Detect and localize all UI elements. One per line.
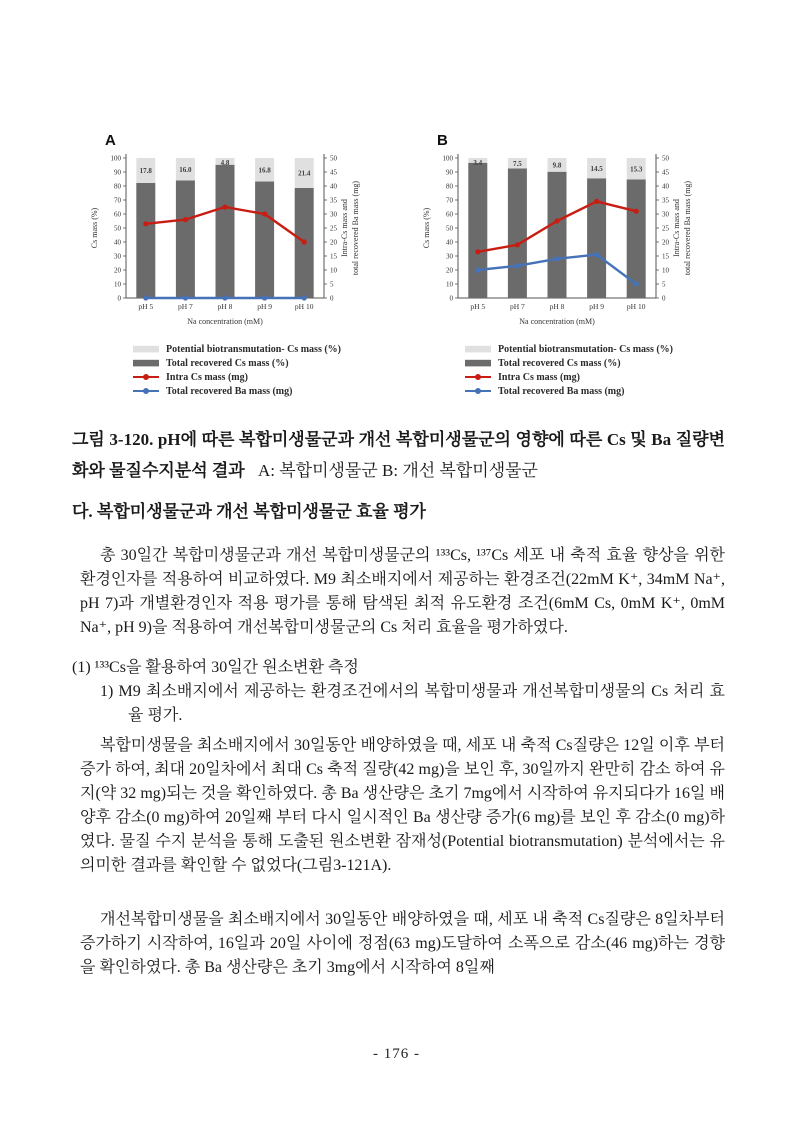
legend-label: Total recovered Ba mass (mg)	[498, 385, 625, 397]
svg-text:80: 80	[114, 182, 121, 191]
svg-text:35: 35	[330, 196, 337, 205]
svg-text:100: 100	[442, 154, 453, 163]
svg-text:21.4: 21.4	[298, 169, 311, 178]
svg-text:3.4: 3.4	[473, 159, 483, 167]
svg-text:0: 0	[449, 294, 453, 303]
svg-text:40: 40	[330, 182, 337, 191]
svg-text:Na concentration (mM): Na concentration (mM)	[187, 317, 263, 326]
panel-label-a: A	[105, 132, 116, 149]
svg-text:7.5: 7.5	[513, 159, 522, 168]
legend-label: Potential biotransmutation- Cs mass (%)	[498, 343, 673, 355]
legend-label: Potential biotransmutation- Cs mass (%)	[166, 343, 341, 355]
svg-text:20: 20	[446, 266, 453, 275]
svg-text:25: 25	[662, 224, 669, 233]
svg-text:45: 45	[662, 168, 669, 177]
svg-text:pH 5: pH 5	[470, 302, 486, 311]
svg-text:0: 0	[117, 294, 121, 303]
svg-text:pH 7: pH 7	[510, 302, 525, 311]
svg-text:40: 40	[446, 238, 453, 247]
svg-text:17.8: 17.8	[139, 167, 152, 176]
svg-text:10: 10	[446, 280, 453, 289]
figure-caption-subtext: A: 복합미생물군 B: 개선 복합미생물군	[257, 461, 538, 480]
svg-text:40: 40	[662, 182, 669, 191]
figure-caption	[72, 424, 725, 486]
svg-text:70: 70	[446, 196, 453, 205]
svg-text:pH 10: pH 10	[294, 302, 314, 311]
legend-label: Intra Cs mass (mg)	[498, 371, 580, 383]
svg-text:0: 0	[330, 294, 334, 303]
svg-text:5: 5	[662, 280, 666, 289]
svg-text:pH 10: pH 10	[626, 302, 646, 311]
legend-label: Total recovered Cs mass (%)	[166, 357, 289, 369]
panel-label-b: B	[437, 132, 448, 149]
svg-text:Cs mass (%): Cs mass (%)	[90, 207, 99, 249]
svg-text:Intra-Cs mass and: Intra-Cs mass and	[672, 199, 681, 257]
svg-text:20: 20	[330, 238, 337, 247]
svg-text:80: 80	[446, 182, 453, 191]
svg-text:50: 50	[114, 224, 121, 233]
svg-text:0: 0	[662, 294, 666, 303]
figure-caption-title: 그림 3-120. pH에 따른 복합미생물군과 개선 복합미생물군의 영향에 따른 Cs 및 Ba 질량변화와 물질수지분석 결과	[72, 430, 725, 480]
svg-text:90: 90	[446, 168, 453, 177]
svg-text:50: 50	[330, 154, 337, 163]
svg-text:10: 10	[114, 280, 121, 289]
svg-text:15: 15	[330, 252, 337, 261]
svg-text:pH 8: pH 8	[549, 302, 565, 311]
paragraph-2: 복합미생물을 최소배지에서 30일동안 배양하였을 때, 세포 내 축적 Cs질량은 12일 이후 부터 증가 하여, 최대 20일차에서 최대 Cs 축적 질량(42 mg)을 보인 후, 30일까지 완만히 감소 하여 유지(약 32 mg)되는 것을 확인하였다. 총 Ba 생산량은 초기 7mg에서 시작하여 유지되다가 16일 배양후 감소(0 mg)하여 20일째 부터 다시 일시적인 Ba 생산량 증가(6 mg)를 보인 후 감소(0 mg)하였다. 물질 수지 분석을 통해 도출된 원소변환 잠재성(Potential biotransmutation) 분석에서는 유의미한 결과를 확인할 수 없었다(그림3-121A).	[80, 737, 725, 874]
svg-text:20: 20	[662, 238, 669, 247]
svg-text:90: 90	[114, 168, 121, 177]
svg-text:5: 5	[330, 280, 334, 289]
legend-label: Total recovered Cs mass (%)	[498, 357, 621, 369]
svg-text:pH 9: pH 9	[589, 302, 604, 311]
svg-text:30: 30	[330, 210, 337, 219]
svg-text:Na concentration (mM): Na concentration (mM)	[519, 317, 595, 326]
svg-text:60: 60	[114, 210, 121, 219]
svg-text:30: 30	[662, 210, 669, 219]
paragraph-1: 총 30일간 복합미생물군과 개선 복합미생물군의 ¹³³Cs, ¹³⁷Cs 세포 내 축적 효율 향상을 위한 환경인자를 적용하여 비교하였다. M9 최소배지에서 제공하는 환경조건(22mM K⁺, 34mM Na⁺, pH 7)과 개별환경인자 적용 평가를 통해 탐색된 최적 유도환경 조건(6mM Cs, 0mM K⁺, 0mM Na⁺, pH 9)을 적용하여 개선복합미생물군의 Cs 처리 효율을 평가하였다.	[80, 547, 725, 636]
svg-text:9.8: 9.8	[552, 161, 562, 170]
svg-text:70: 70	[114, 196, 121, 205]
legend-label: Total recovered Ba mass (mg)	[166, 385, 293, 397]
svg-text:35: 35	[662, 196, 669, 205]
svg-text:pH 7: pH 7	[178, 302, 193, 311]
paragraph-3: 개선복합미생물을 최소배지에서 30일동안 배양하였을 때, 세포 내 축적 Cs질량은 8일차부터 증가하기 시작하여, 16일과 20일 사이에 정점(63 mg)도달하여 소폭으로 감소(46 mg)하는 경향을 확인하였다. 총 Ba 생산량은 초기 3mg에서 시작하여 8일째	[80, 911, 725, 976]
svg-text:60: 60	[446, 210, 453, 219]
svg-text:50: 50	[446, 224, 453, 233]
list-item-1: (1) ¹³³Cs을 활용하여 30일간 원소변환 측정	[72, 659, 359, 676]
svg-text:100: 100	[110, 154, 121, 163]
svg-text:16.8: 16.8	[258, 166, 271, 175]
svg-text:pH 9: pH 9	[257, 302, 272, 311]
page-number: - 176 -	[373, 1046, 420, 1062]
legend-label: Intra Cs mass (mg)	[166, 371, 248, 383]
svg-text:14.5: 14.5	[590, 164, 603, 173]
svg-text:total recovered Ba mass (mg): total recovered Ba mass (mg)	[683, 180, 692, 276]
section-heading: 다. 복합미생물군과 개선 복합미생물군 효율 평가	[72, 502, 426, 521]
svg-text:10: 10	[662, 266, 669, 275]
svg-text:16.0: 16.0	[179, 165, 192, 174]
svg-text:pH 5: pH 5	[138, 302, 154, 311]
svg-text:50: 50	[662, 154, 669, 163]
svg-text:40: 40	[114, 238, 121, 247]
svg-text:total recovered Ba mass (mg): total recovered Ba mass (mg)	[351, 180, 360, 276]
svg-text:30: 30	[114, 252, 121, 261]
svg-text:15: 15	[662, 252, 669, 261]
svg-text:15.3: 15.3	[630, 165, 643, 174]
svg-text:10: 10	[330, 266, 337, 275]
svg-text:25: 25	[330, 224, 337, 233]
svg-text:Intra-Cs mass and: Intra-Cs mass and	[340, 199, 349, 257]
list-item-2: 1) M9 최소배지에서 제공하는 환경조건에서의 복합미생물과 개선복합미생물의 Cs 처리 효율 평가.	[100, 683, 725, 724]
svg-text:20: 20	[114, 266, 121, 275]
svg-text:Cs mass (%): Cs mass (%)	[422, 207, 431, 249]
svg-text:45: 45	[330, 168, 337, 177]
svg-text:4.8: 4.8	[220, 159, 230, 167]
svg-text:pH 8: pH 8	[217, 302, 233, 311]
svg-text:30: 30	[446, 252, 453, 261]
